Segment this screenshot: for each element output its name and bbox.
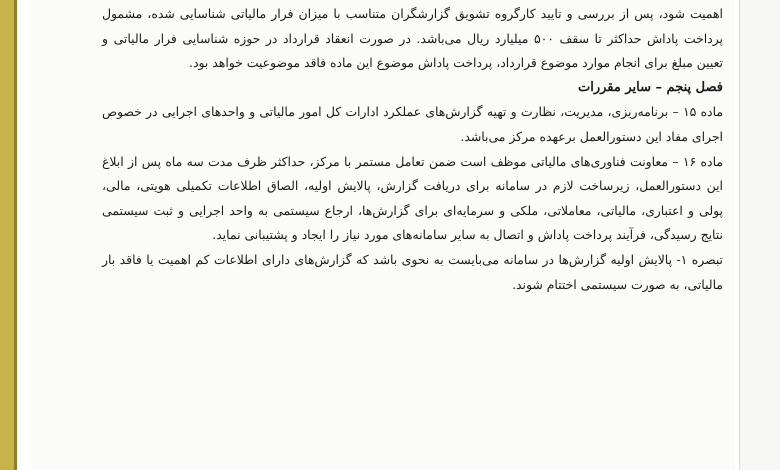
article-16: ماده ۱۶ – معاونت فناوری‌های مالیاتی موظف است ضمن تعامل مستمر با مرکز، حداکثر ظرف مدت سه ماه پس از ابلاغ این دستورالعمل، زیرساخت لازم در سامانه برای دریافت گزارش، پالایش اولیه، الصاق اطلاعات تکمیلی هویتی، مالی، پولی و اعتباری، مالیاتی، معاملاتی، ملکی و سرمایه‌ای برای گزارش‌ها، ارجاع سیستمی به واحد اجرایی و ثبت سیستمی نتایج رسیدگی، فرآیند پرداخت پاداش و اتصال به سایر سامانه‌های مورد نیاز را ایجاد و پشتیبانی نماید. [102, 153, 723, 243]
document-text [102, 2, 723, 297]
chapter-heading: فصل پنجم – سایر مقررات [577, 79, 723, 95]
intro-paragraph: اهمیت شود، پس از بررسی و تایید کارگروه تشویق گزارشگران متناسب با میزان فرار مالیاتی شناسایی شده، مشمول پرداخت پاداش حداکثر تا سقف ۵۰۰ میلیارد ریال می‌باشد. در صورت انعقاد قرارداد در حوزه شناسایی فرار مالیاتی و تعیین مبلغ برای انجام موارد موضوع قرارداد، پرداخت پاداش موضوع این ماده فاقد موضوعیت خواهد بود. [102, 6, 723, 71]
document-page [30, 0, 735, 470]
right-margin [740, 0, 780, 470]
article-15: ماده ۱۵ – برنامه‌ریزی، مدیریت، نظارت و تهیه گزارش‌های عملکرد ادارات کل امور مالیاتی و واحدهای اجرایی در خصوص اجرای مفاد این دستورالعمل برعهده مرکز می‌باشد. [102, 104, 723, 144]
right-margin-rule [739, 0, 740, 470]
left-border-edge [14, 0, 17, 470]
left-border-bar [0, 0, 14, 470]
note-1: تبصره ۱- پالایش اولیه گزارش‌ها در سامانه می‌بایست به نحوی باشد که گزارش‌های دارای اطلاعات کم اهمیت یا فاقد بار مالیاتی، به صورت سیستمی اختتام شوند. [102, 251, 724, 292]
